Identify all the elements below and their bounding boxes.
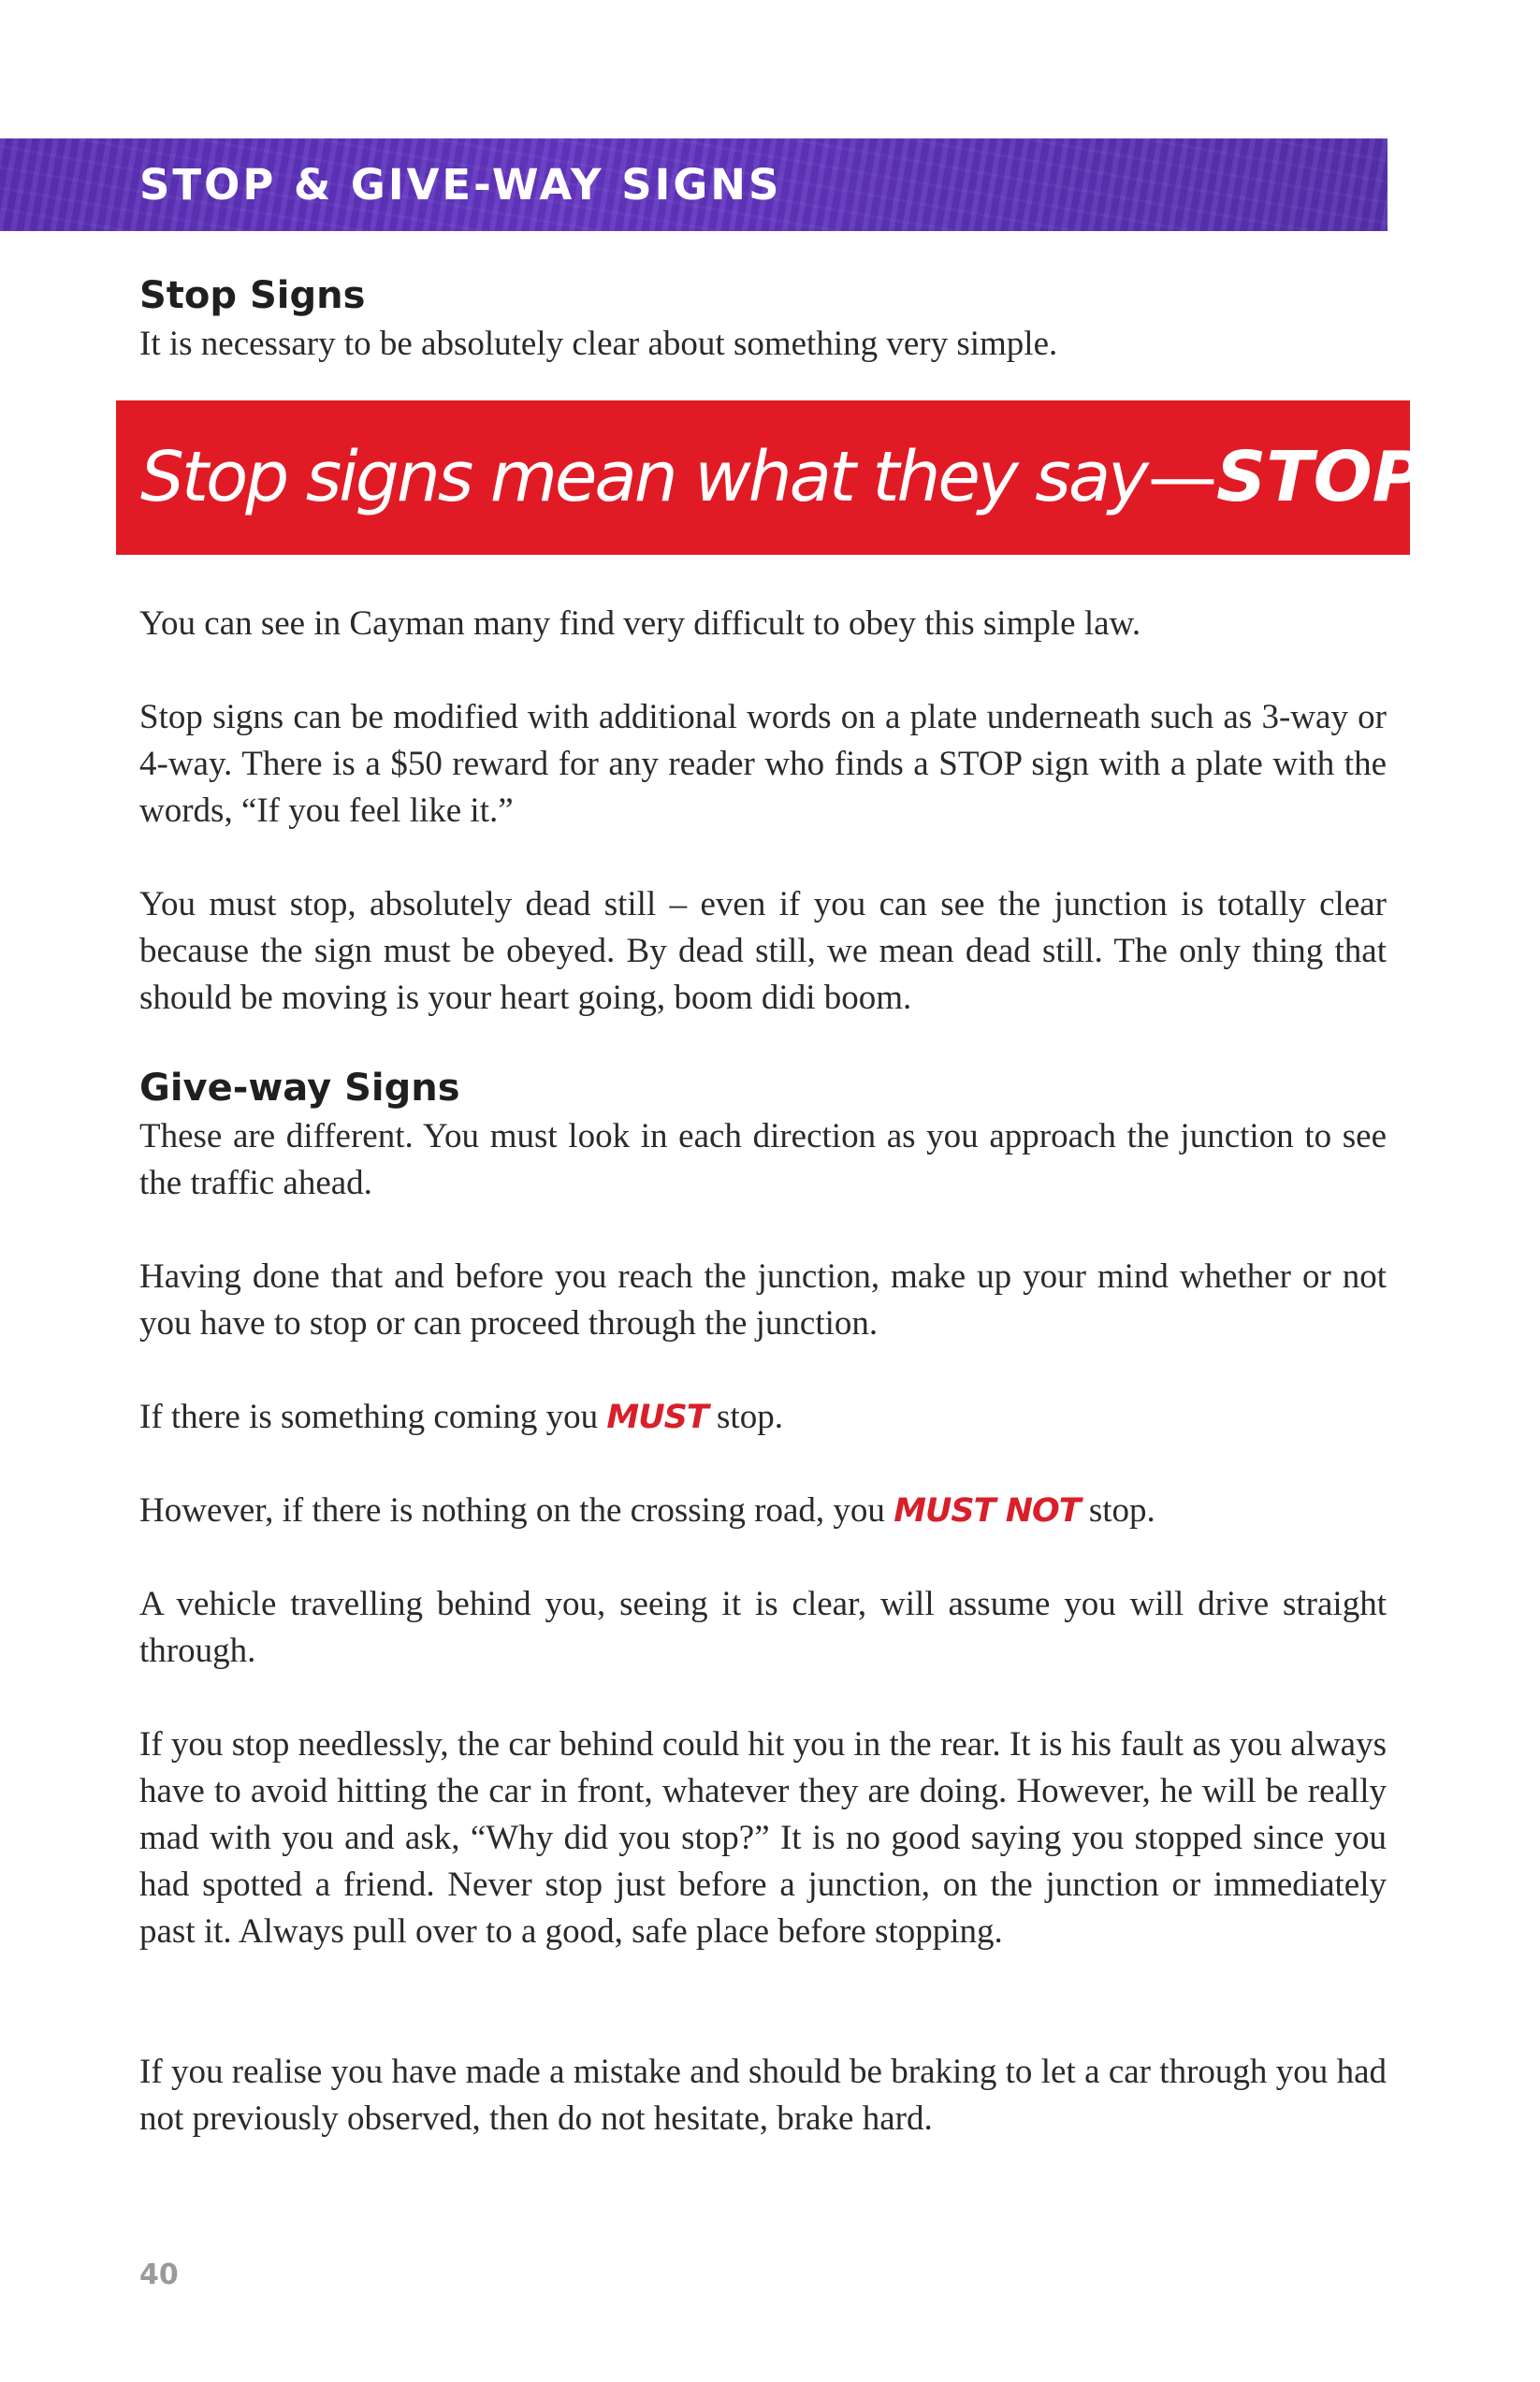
page-number: 40	[139, 2259, 179, 2291]
must-not-line-before: However, if there is nothing on the crossing road, you	[139, 1491, 894, 1530]
section-title: STOP & GIVE-WAY SIGNS	[139, 160, 782, 210]
give-way-paragraph-4: If you realise you have made a mistake and should be braking to let a car through you had not previously observed, then do not hesitate, brake hard.	[139, 2053, 1387, 2138]
callout-part2: STOP!	[1215, 437, 1455, 517]
stop-callout-box	[116, 400, 1455, 555]
must-stop-line	[139, 1394, 1387, 1441]
stop-paragraph-2: Stop signs can be modified with additional words on a plate underneath such as 3-way or 4-way. There is a $50 reward for any reader who finds a STOP sign with a plate with the words, “If you feel like it.”	[139, 698, 1387, 830]
must-not-emphasis: MUST NOT	[893, 1492, 1081, 1530]
stop-paragraph-3: You must stop, absolutely dead still – even if you can see the junction is totally clear because the sign must be obeyed. By dead still, we mean dead still. The only thing that should be moving is your heart going, boom didi boom.	[139, 885, 1387, 1017]
give-way-paragraph-3: If you stop needlessly, the car behind could hit you in the rear. It is his fault as you always have to avoid hitting the car in front, whatever they are doing. However, he will be really mad with you and ask, “Why did you stop?” It is no good saying you stopped since you had spotted a friend. Never stop just before a junction, on the junction or immediately past it. Always pull over to a good, safe place before stopping.	[139, 1725, 1387, 1951]
section-banner	[0, 138, 1387, 231]
must-line-after: stop.	[707, 1398, 783, 1436]
must-emphasis: MUST	[606, 1399, 708, 1436]
must-not-stop-line	[139, 1488, 1387, 1534]
callout-part1: Stop signs mean what they say	[140, 437, 1146, 517]
stop-signs-intro: It is necessary to be absolutely clear about something very simple.	[139, 325, 1058, 363]
callout-dash: —	[1147, 437, 1214, 517]
stop-signs-heading: Stop Signs	[139, 274, 366, 317]
stop-callout-text	[140, 400, 1455, 555]
give-way-paragraph-2: A vehicle travelling behind you, seeing it is clear, will assume you will drive straight through.	[139, 1585, 1387, 1670]
must-line-before: If there is something coming you	[139, 1398, 607, 1436]
give-way-heading: Give-way Signs	[139, 1067, 460, 1110]
stop-paragraph-1: You can see in Cayman many find very difficult to obey this simple law.	[139, 604, 1141, 643]
give-way-intro: These are different. You must look in each direction as you approach the junction to see the traffic ahead.	[139, 1117, 1387, 1202]
must-not-line-after: stop.	[1080, 1491, 1155, 1530]
give-way-paragraph-1: Having done that and before you reach the junction, make up your mind whether or not you have to stop or can proceed through the junction.	[139, 1257, 1387, 1343]
